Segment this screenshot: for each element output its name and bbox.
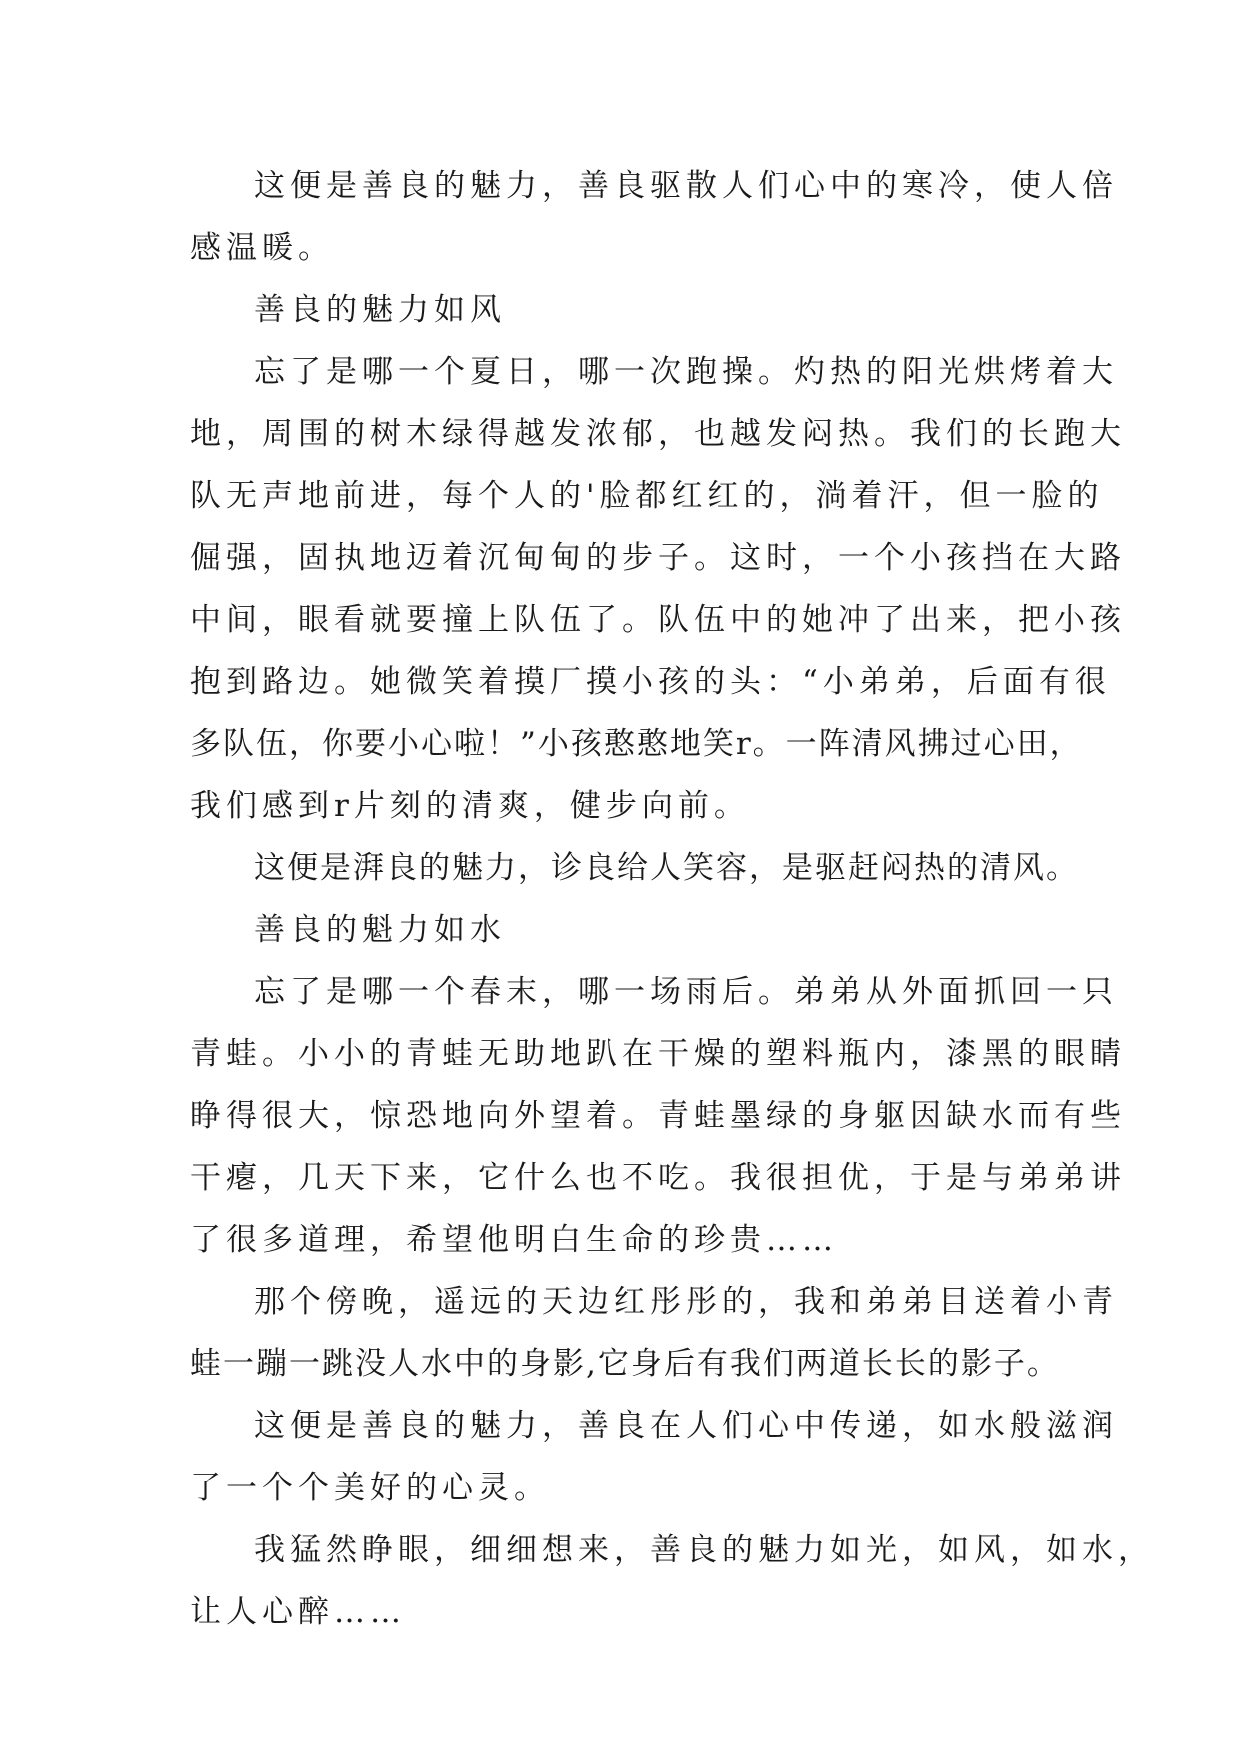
paragraph-final-reflection: [190, 1519, 1154, 1643]
paragraph-summer-run: [190, 341, 1126, 837]
text-line: 青蛙。小小的青蛙无助地趴在干燥的塑料瓶内，漆黑的眼睛: [190, 1036, 1126, 1072]
essay-body: [190, 155, 1154, 1643]
text-line: 让人心醉……: [190, 1594, 406, 1630]
text-line: 队无声地前进，每个人的'脸都红红的，淌着汗，但一脸的: [190, 478, 1104, 514]
text-line: 忘了是哪一个夏日，哪一次跑操。灼热的阳光烘烤着大: [254, 354, 1118, 390]
text-line: 地，周围的树木绿得越发浓郁，也越发闷热。我们的长跑大: [190, 416, 1126, 452]
paragraph-evening-release: [190, 1271, 1118, 1395]
paragraph-water-conclusion: [190, 1395, 1118, 1519]
text-line: 了一个个美好的心灵。: [190, 1470, 550, 1506]
text-line: 抱到路边。她微笑着摸厂摸小孩的头：“小弟弟，后面有很: [190, 664, 1111, 700]
text-line: 忘了是哪一个春末，哪一场雨后。弟弟从外面抓回一只: [254, 974, 1118, 1010]
paragraph-warmth-conclusion: [190, 155, 1118, 279]
text-line: 我猛然睁眼，细细想来，善良的魅力如光，如风，如水，: [254, 1532, 1154, 1568]
text-line: 这便是湃良的魅力，诊良给人笑容，是驱赶闷热的清风。: [254, 850, 1079, 886]
section-heading-water: [190, 899, 1056, 961]
paragraph-spring-frog: [190, 961, 1126, 1271]
text-line: 蛙一蹦一跳没人水中的身影,它身后有我们两道长长的影子。: [190, 1346, 1060, 1382]
text-line: 了很多道理，希望他明白生命的珍贵……: [190, 1222, 838, 1258]
text-line: 我们感到r片刻的清爽，健步向前。: [190, 788, 750, 824]
text-line: 这便是善良的魅力，善良驱散人们心中的寒冷，使人倍: [254, 168, 1118, 204]
text-line: 干瘪，几天下来，它什么也不吃。我很担优，于是与弟弟讲: [190, 1160, 1126, 1196]
text-line: 多队伍，你要小心啦！”小孩憨憨地笑r。一阵清风拂过心田，: [190, 726, 1083, 762]
text-line: 睁得很大，惊恐地向外望着。青蛙墨绿的身躯因缺水而有些: [190, 1098, 1126, 1134]
text-line: 倔强，固执地迈着沉甸甸的步子。这时，一个小孩挡在大路: [190, 540, 1126, 576]
text-line: 中间，眼看就要撞上队伍了。队伍中的她冲了出来，把小孩: [190, 602, 1126, 638]
text-line: 感温暖。: [190, 230, 334, 266]
heading-line: 善良的魁力如水: [254, 912, 506, 948]
section-heading-wind: [190, 279, 1056, 341]
paragraph-wind-conclusion: [190, 837, 1079, 899]
text-line: 这便是善良的魅力，善良在人们心中传递，如水般滋润: [254, 1408, 1118, 1444]
heading-line: 善良的魅力如风: [254, 292, 506, 328]
text-line: 那个傍晚，遥远的天边红彤彤的，我和弟弟目送着小青: [254, 1284, 1118, 1320]
